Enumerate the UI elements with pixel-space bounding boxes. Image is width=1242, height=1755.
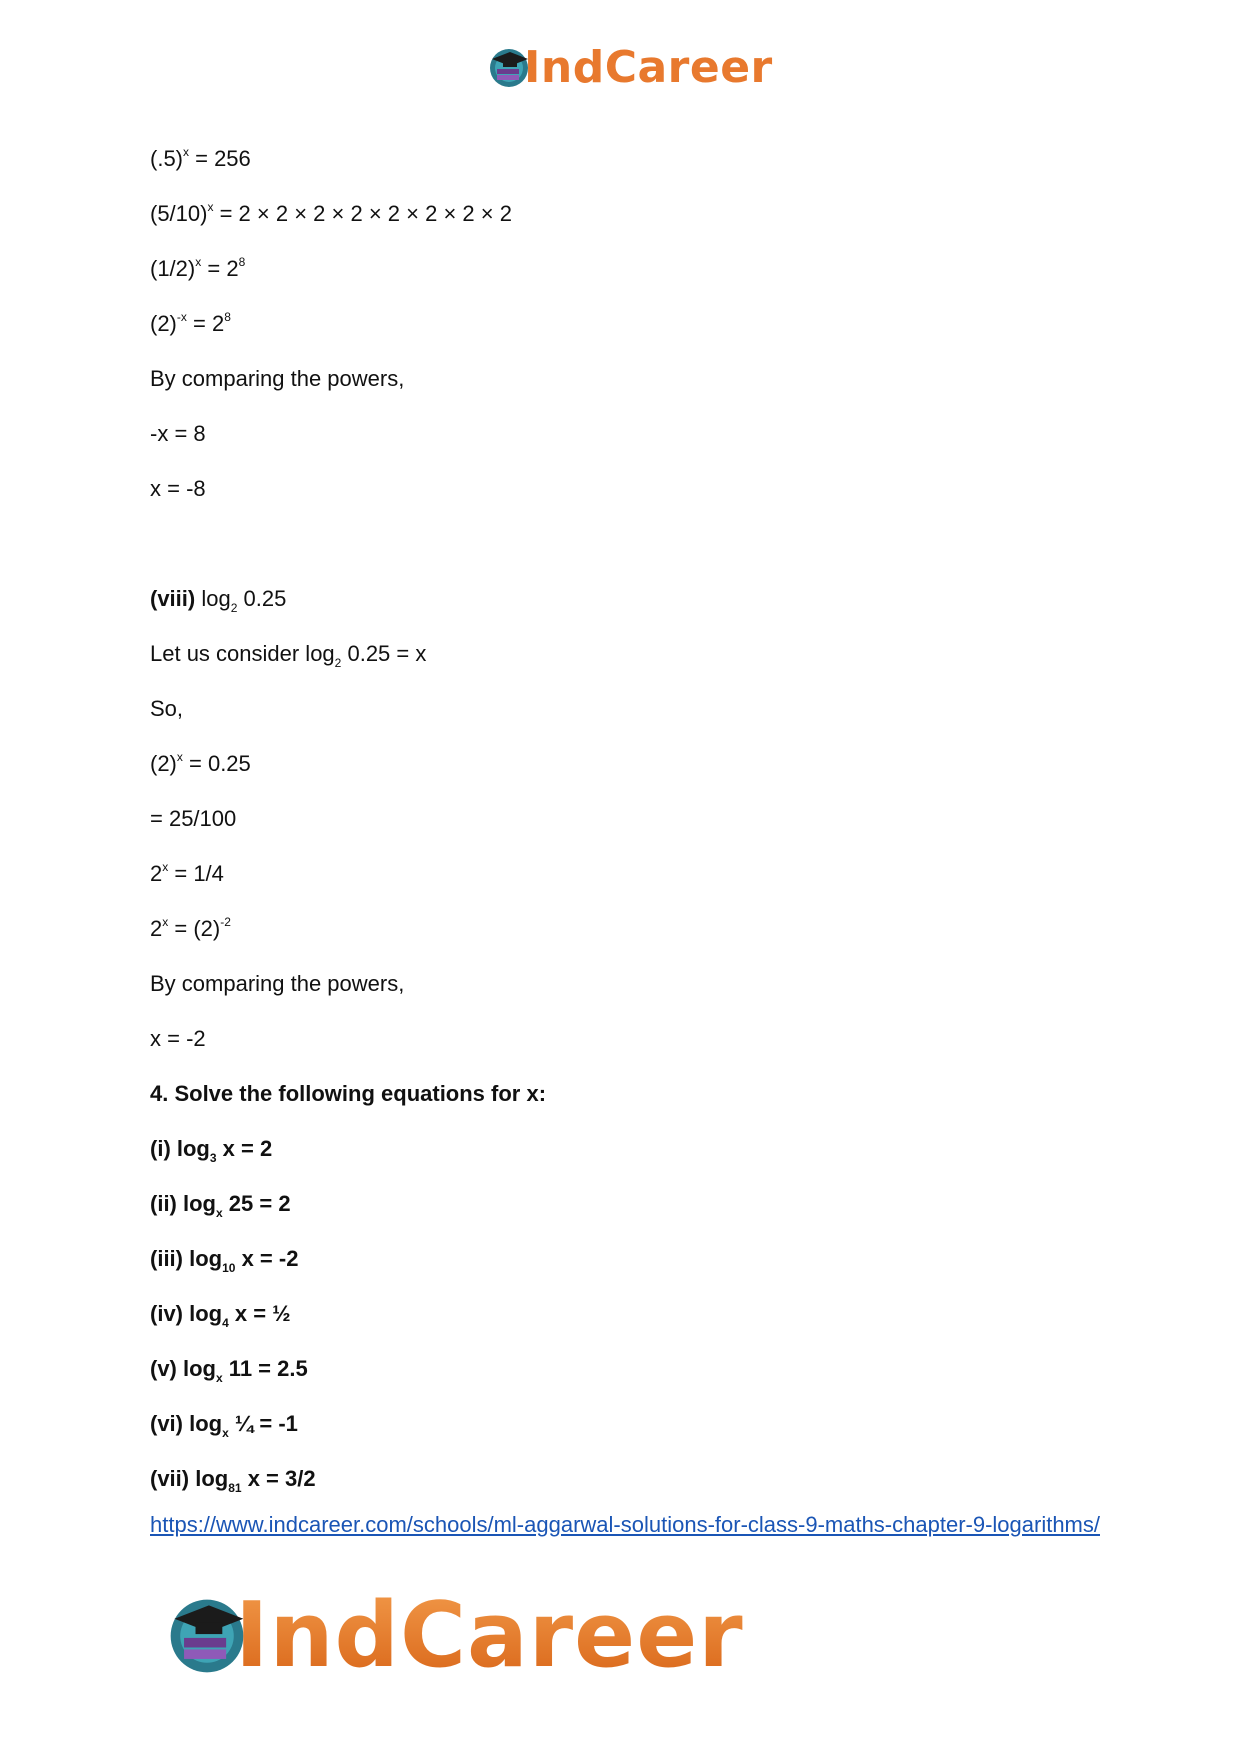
equation-line: Let us consider $\log_2 0.25 = x$ (150, 641, 427, 670)
equation-line: -x = 8 (150, 421, 206, 446)
equation-line: $2^x = 1/4$ (150, 860, 224, 886)
equation-line: x = -2 (150, 1026, 206, 1051)
equation-line: $(2)^x = 0.25$ (150, 750, 251, 776)
equation-line: $(5/10)^x = 2 \times 2 \times 2 \times 2 \times 2 \times 2 \times 2 \times 2$ (150, 200, 512, 226)
question-4-title: 4. Solve the following equations for x: (150, 1081, 547, 1106)
text-line: So, (150, 696, 184, 721)
equation-line: $(.5)^x = 256$ (150, 145, 251, 171)
brand-name: IndCareer (524, 42, 773, 93)
question-item: (vi) $\log_x$ ¼ = -1 (150, 1411, 298, 1440)
equation-line: $2^x = (2)^{-2}$ (150, 915, 231, 941)
question-item: (i) $\log_3 x = 2$ (150, 1136, 273, 1165)
equation-line: x = -8 (150, 476, 206, 501)
header-logo (486, 42, 773, 93)
source-link[interactable]: https://www.indcareer.com/schools/ml-aggarwal-solutions-for-class-9-maths-chapter-9-logarithms/ (150, 1512, 1100, 1537)
text-line: By comparing the powers, (150, 366, 405, 391)
text-line: By comparing the powers, (150, 971, 405, 996)
question-item: (ii) $\log_x 25 = 2$ (150, 1191, 291, 1220)
equation-line: = 25/100 (150, 806, 237, 831)
equation-line: $(1/2)^x = 2^8$ (150, 255, 246, 281)
question-item: (v) $\log_x 11 = 2.5$ (150, 1356, 308, 1385)
footer-logo (163, 1583, 744, 1688)
question-heading: (viii) $\log_2 0.25$ (150, 586, 287, 615)
equation-line: $(2)^{-x} = 2^8$ (150, 310, 231, 336)
question-item: (vii) $\log_{81} x = 3/2$ (150, 1466, 316, 1495)
question-item: (iv) $\log_4 x$ = ½ (150, 1301, 291, 1330)
question-item: (iii) $\log_{10} x = -2$ (150, 1246, 299, 1275)
brand-name: IndCareer (235, 1583, 744, 1688)
